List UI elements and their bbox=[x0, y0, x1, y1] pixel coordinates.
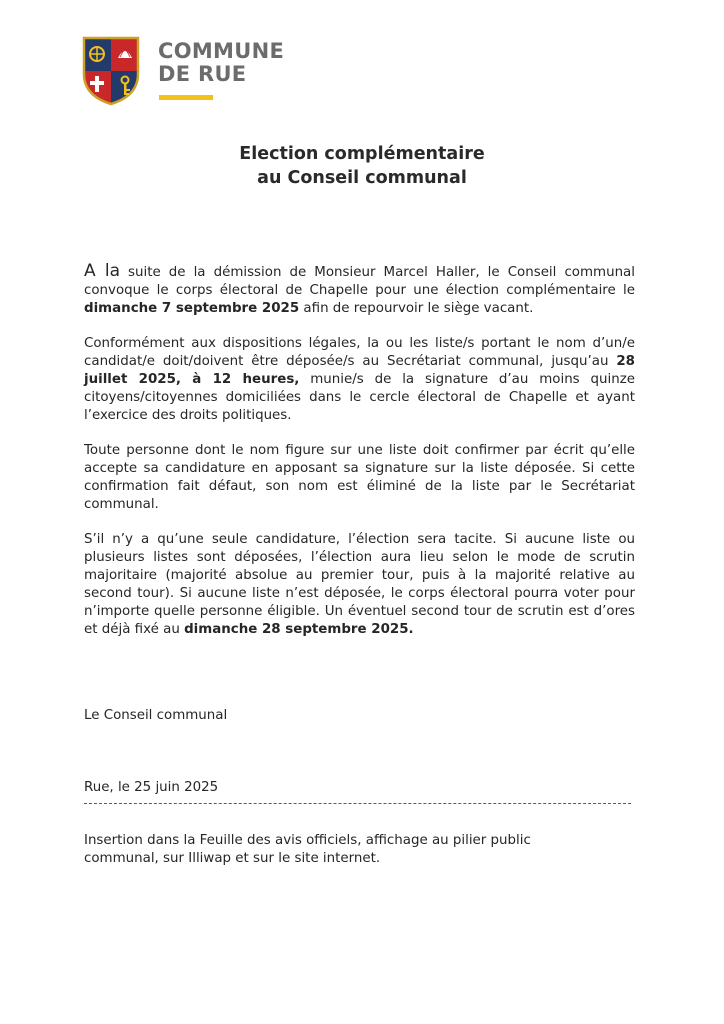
municipality-name bbox=[158, 40, 318, 86]
p2-text-c: munie/s de la signature d’au moins quinze citoyens/citoyennes domiciliées dans le cercle électoral de Chapelle et ayant l’exercice des droits politiques. bbox=[84, 372, 635, 423]
dashed-divider bbox=[84, 803, 631, 804]
title-line-1: Election complémentaire bbox=[239, 144, 485, 164]
insertion-line-2: communal, sur Illiwap et sur le site internet. bbox=[84, 851, 381, 866]
page-title bbox=[0, 142, 724, 190]
brand-accent-bar bbox=[159, 95, 213, 100]
brand-line-1: COMMUNE bbox=[158, 39, 285, 63]
paragraph-3: Toute personne dont le nom figure sur une liste doit confirmer par écrit qu’elle accepte sa candidature en apposant sa signature sur la liste déposée. Si cette confirmation fait défaut, son nom est éliminé de la liste par le Secrétariat communal. bbox=[84, 443, 635, 512]
p1-text-a: suite de la démission de Monsieur Marcel Haller, le Conseil communal convoque le corps électoral de Chapelle pour une élection complémentaire le bbox=[84, 265, 635, 298]
brand-line-2: DE RUE bbox=[158, 62, 247, 86]
p1-text-c: afin de repourvoir le siège vacant. bbox=[299, 301, 534, 316]
p2-text-a: Conformément aux dispositions légales, la ou les liste/s portant le nom d’un/e candidat/e doit/doivent être déposée/s au Secrétariat communal, jusqu’au bbox=[84, 336, 635, 369]
coat-of-arms-icon bbox=[82, 36, 140, 106]
p4-text-a: S’il n’y a qu’une seule candidature, l’élection sera tacite. Si aucune liste ou plusieurs listes sont déposées, l’élection aura lieu selon le mode de scrutin majoritaire (majorité absolue au premier tour, puis à la majorité relative au second tour). Si aucune liste n’est déposée, le corps électoral pourra voter pour n’importe quelle personne éligible. Un éventuel second tour de scrutin est d’ores et déjà fixé au bbox=[84, 532, 635, 637]
signature: Le Conseil communal bbox=[84, 708, 228, 723]
paragraph-2 bbox=[84, 335, 635, 425]
insertion-line-1: Insertion dans la Feuille des avis officiels, affichage au pilier public bbox=[84, 833, 531, 848]
p1-lead: A la bbox=[84, 261, 120, 281]
paragraph-4 bbox=[84, 531, 635, 639]
p4-second-round-date: dimanche 28 septembre 2025. bbox=[184, 622, 414, 637]
p1-date: dimanche 7 septembre 2025 bbox=[84, 301, 300, 316]
publication-note bbox=[84, 832, 584, 868]
p2-deadline: 28 juillet 2025, à 12 heures, bbox=[84, 354, 635, 387]
paragraph-1 bbox=[84, 262, 635, 318]
place-and-date: Rue, le 25 juin 2025 bbox=[84, 780, 219, 795]
title-line-2: au Conseil communal bbox=[257, 168, 467, 188]
